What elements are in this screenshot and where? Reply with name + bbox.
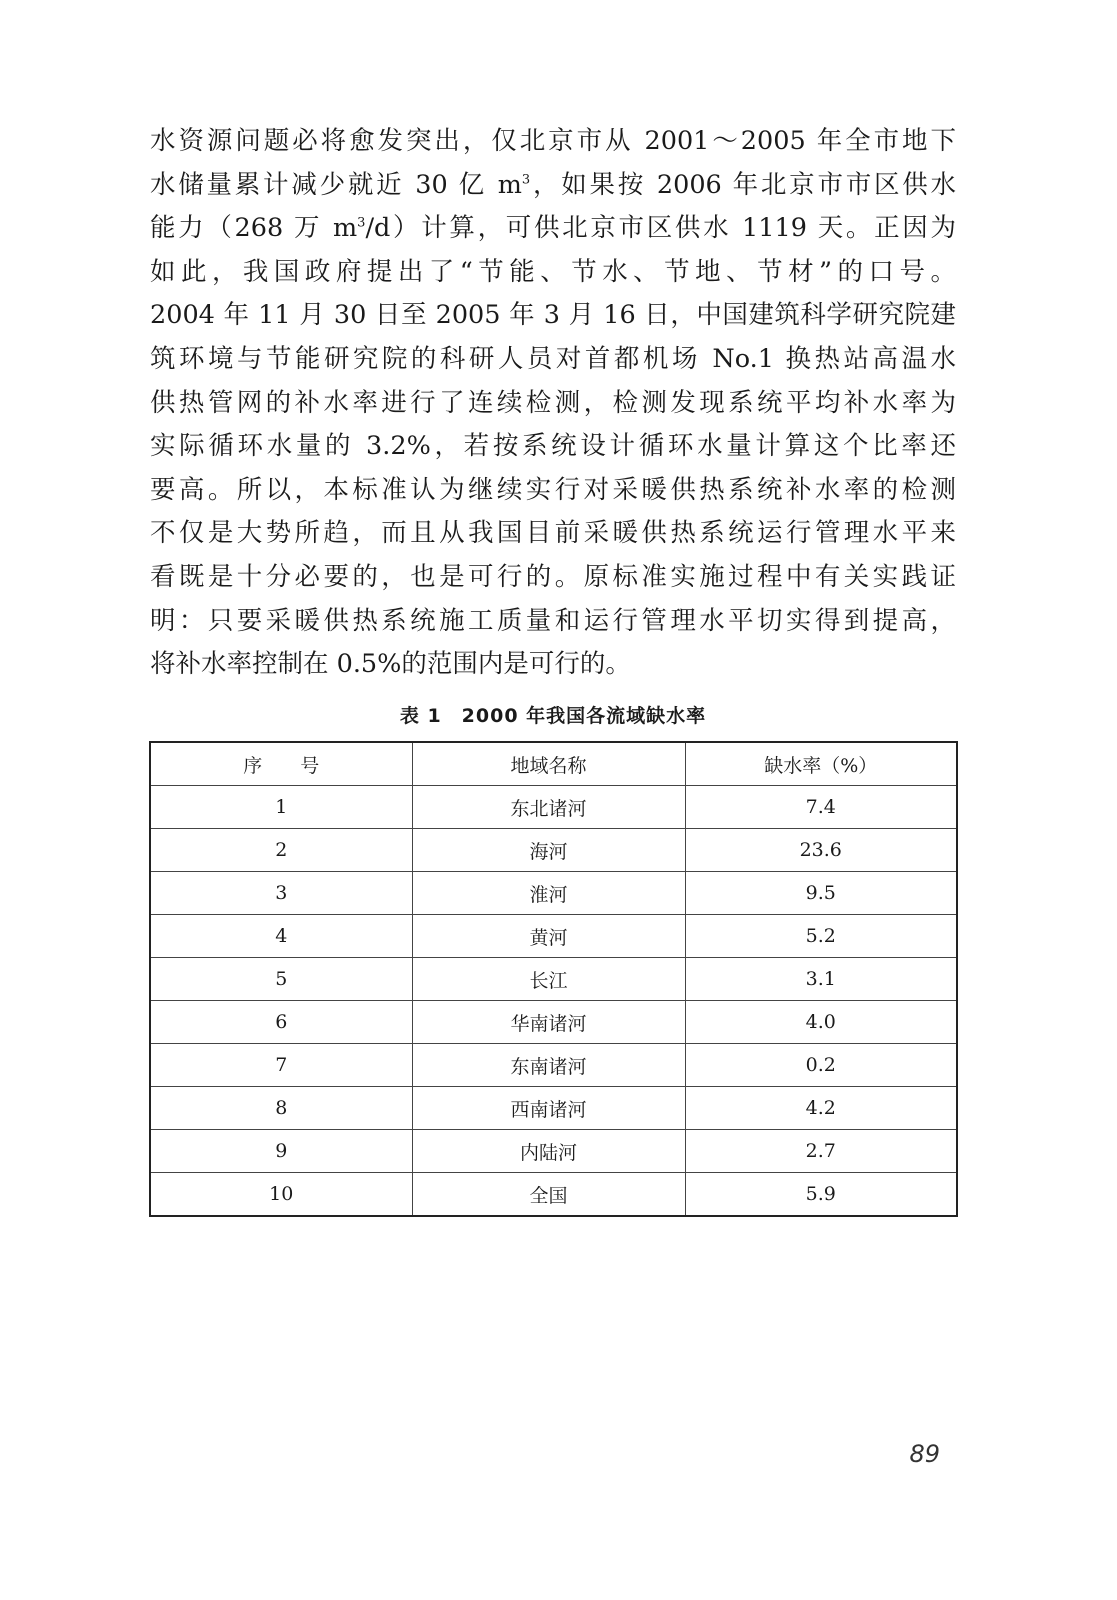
cell-index: 7 — [150, 1044, 412, 1087]
text-line: 如此，我国政府提出了“节能、节水、节地、节材”的口号。 — [150, 256, 956, 287]
page-number: 89 — [909, 1440, 940, 1468]
cell-region: 淮河 — [412, 872, 685, 915]
cell-index: 3 — [150, 872, 412, 915]
text-line: 筑环境与节能研究院的科研人员对首都机场 No.1 换热站高温水 — [150, 343, 956, 374]
table-caption: 表 1 2000 年我国各流域缺水率 — [399, 705, 707, 727]
text-line: 明：只要采暖供热系统施工质量和运行管理水平切实得到提高， — [150, 605, 956, 636]
text-line — [150, 164, 956, 208]
text-line: 实际循环水量的 3.2%，若按系统设计循环水量计算这个比率还 — [150, 431, 956, 462]
cell-shortage-rate: 7.4 — [685, 786, 957, 829]
header-index: 序 号 — [150, 742, 412, 786]
body-paragraph — [150, 120, 956, 687]
cell-shortage-rate: 5.2 — [685, 915, 957, 958]
table-header-row — [150, 742, 957, 786]
superscript: 3 — [357, 215, 366, 231]
superscript: 3 — [521, 172, 531, 188]
text-fragment: /d）计算，可供北京市区供水 1119 天。正因为 — [365, 213, 956, 244]
table-row — [150, 1087, 957, 1130]
cell-index: 9 — [150, 1130, 412, 1173]
text-line: 将补水率控制在 0.5%的范围内是可行的。 — [150, 649, 631, 680]
table-row — [150, 915, 957, 958]
cell-region: 华南诸河 — [412, 1001, 685, 1044]
cell-shortage-rate: 4.2 — [685, 1087, 957, 1130]
cell-shortage-rate: 9.5 — [685, 872, 957, 915]
text-line: 要高。所以，本标准认为继续实行对采暖供热系统补水率的检测 — [150, 474, 956, 505]
cell-shortage-rate: 2.7 — [685, 1130, 957, 1173]
cell-shortage-rate: 0.2 — [685, 1044, 957, 1087]
text-fragment: 水储量累计减少就近 30 亿 m — [150, 169, 522, 200]
cell-region: 全国 — [412, 1173, 685, 1217]
table-row — [150, 1001, 957, 1044]
cell-shortage-rate: 5.9 — [685, 1173, 957, 1217]
cell-region: 黄河 — [412, 915, 685, 958]
text-line: 水资源问题必将愈发突出，仅北京市从 2001～2005 年全市地下 — [150, 126, 956, 156]
text-line: 看既是十分必要的，也是可行的。原标准实施过程中有关实践证 — [150, 561, 956, 592]
water-shortage-table — [149, 741, 958, 1217]
text-line — [150, 207, 956, 251]
cell-region: 东南诸河 — [412, 1044, 685, 1087]
header-region: 地域名称 — [412, 742, 685, 786]
cell-region: 内陆河 — [412, 1130, 685, 1173]
text-line: 2004 年 11 月 30 日至 2005 年 3 月 16 日，中国建筑科学研究院建 — [150, 300, 956, 331]
text-fragment: ，如果按 2006 年北京市市区供水 — [530, 169, 957, 200]
text-line: 不仅是大势所趋，而且从我国目前采暖供热系统运行管理水平来 — [150, 518, 956, 549]
cell-shortage-rate: 4.0 — [685, 1001, 957, 1044]
table-row — [150, 958, 957, 1001]
text-fragment: 能力（268 万 m — [150, 213, 358, 244]
header-shortage-rate: 缺水率（%） — [685, 742, 957, 786]
cell-index: 8 — [150, 1087, 412, 1130]
cell-region: 西南诸河 — [412, 1087, 685, 1130]
text-line: 供热管网的补水率进行了连续检测，检测发现系统平均补水率为 — [150, 387, 956, 418]
cell-region: 东北诸河 — [412, 786, 685, 829]
cell-region: 海河 — [412, 829, 685, 872]
cell-region: 长江 — [412, 958, 685, 1001]
cell-index: 4 — [150, 915, 412, 958]
cell-index: 2 — [150, 829, 412, 872]
cell-shortage-rate: 23.6 — [685, 829, 957, 872]
table-row — [150, 829, 957, 872]
cell-index: 6 — [150, 1001, 412, 1044]
table-row — [150, 1173, 957, 1217]
cell-index: 10 — [150, 1173, 412, 1217]
cell-shortage-rate: 3.1 — [685, 958, 957, 1001]
table-row — [150, 1044, 957, 1087]
cell-index: 5 — [150, 958, 412, 1001]
table-row — [150, 872, 957, 915]
table-row — [150, 1130, 957, 1173]
table-row — [150, 786, 957, 829]
cell-index: 1 — [150, 786, 412, 829]
